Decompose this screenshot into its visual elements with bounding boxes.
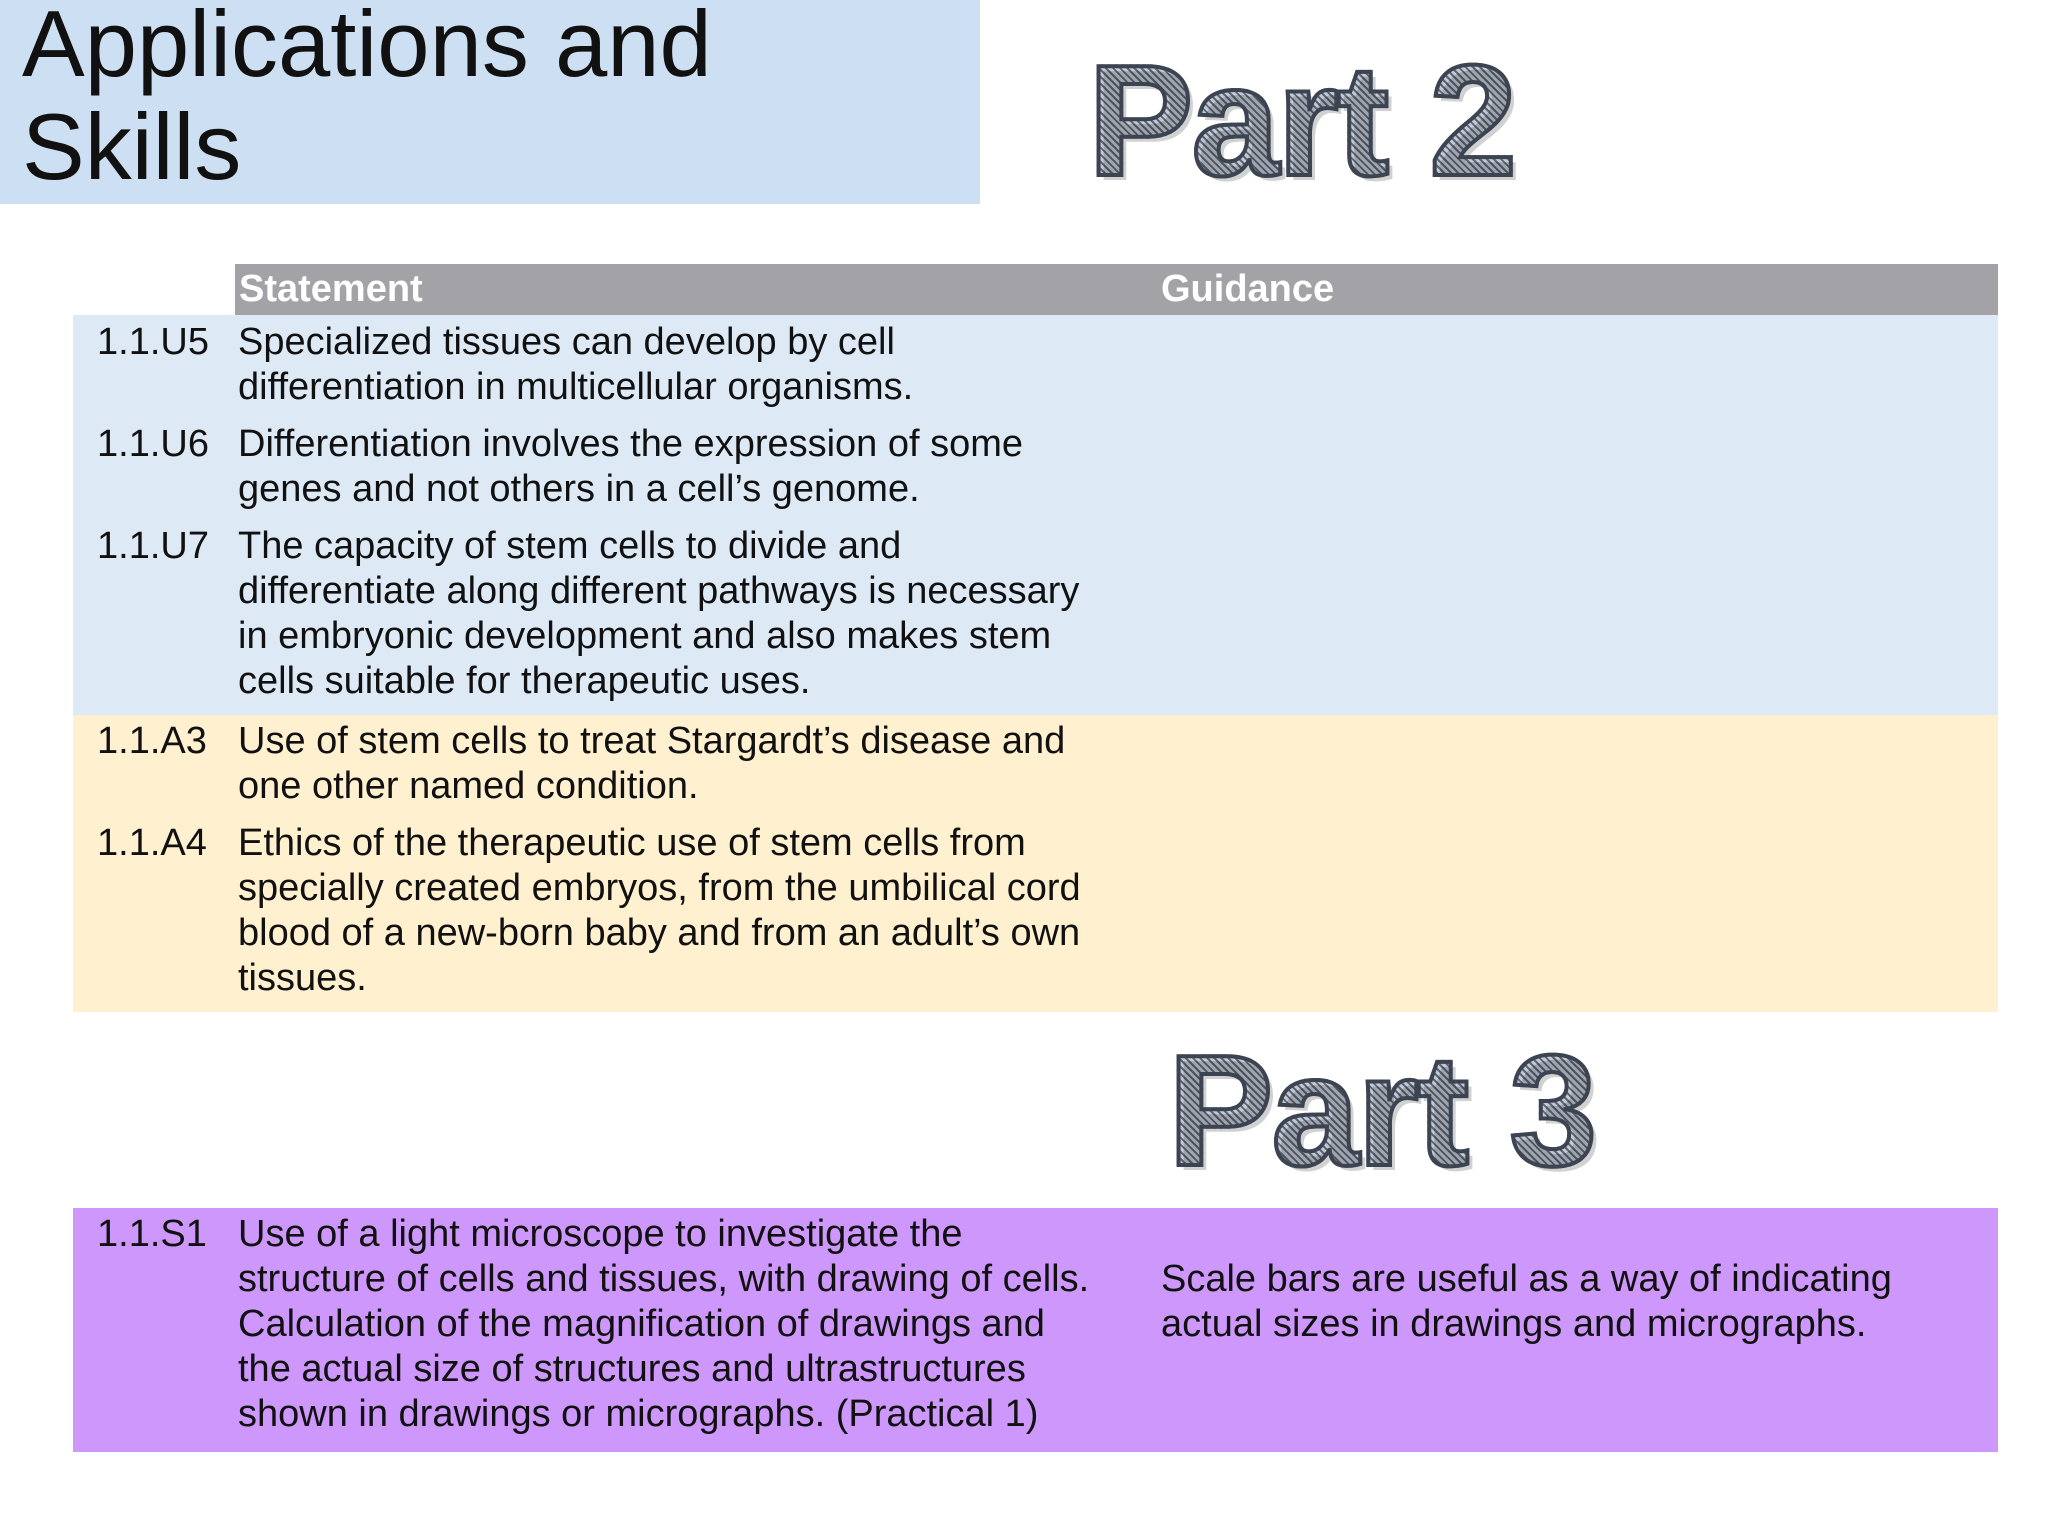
title-box <box>0 0 980 204</box>
statement-text: Use of a light microscope to investigate the structure of cells and tissues, with drawing of cells. Calculation of the magnification of drawings and the actual size of structures and ultrastructures shown in drawings or micrographs. (Practical 1) <box>238 1213 1090 1435</box>
statement-code: 1.1.S1 <box>97 1213 207 1255</box>
slide-title: Applications and Skills <box>22 0 712 199</box>
statement-text: The capacity of stem cells to divide and differentiate along different pathways is necessary in embryonic development and also makes stem cells suitable for therapeutic uses. <box>238 525 1080 702</box>
statement-code: 1.1.U7 <box>97 525 209 567</box>
statement-text: Differentiation involves the expression of some genes and not others in a cell’s genome. <box>238 423 1024 510</box>
statement-text: Ethics of the therapeutic use of stem cells from specially created embryos, from the umbilical cord blood of a new-born baby and from an adult’s own tissues. <box>238 822 1081 999</box>
part-2-label: Part 2 <box>1088 33 1516 209</box>
guidance-header: Guidance <box>1161 268 1335 310</box>
guidance-text: Scale bars are useful as a way of indicating actual sizes in drawings and micrographs. <box>1161 1258 1892 1345</box>
skills-section <box>73 1208 1998 1452</box>
statement-code: 1.1.A4 <box>97 822 207 864</box>
understandings-section <box>73 315 1998 715</box>
statement-code: 1.1.U5 <box>97 321 209 363</box>
applications-section <box>73 715 1998 1012</box>
table-header <box>235 264 1998 315</box>
statement-text: Specialized tissues can develop by cell differentiation in multicellular organisms. <box>238 321 914 408</box>
statement-code: 1.1.A3 <box>97 720 207 762</box>
statement-text: Use of stem cells to treat Stargardt’s disease and one other named condition. <box>238 720 1066 807</box>
part-3-label: Part 3 <box>1168 1023 1596 1199</box>
statement-code: 1.1.U6 <box>97 423 209 465</box>
statement-header: Statement <box>239 268 423 310</box>
